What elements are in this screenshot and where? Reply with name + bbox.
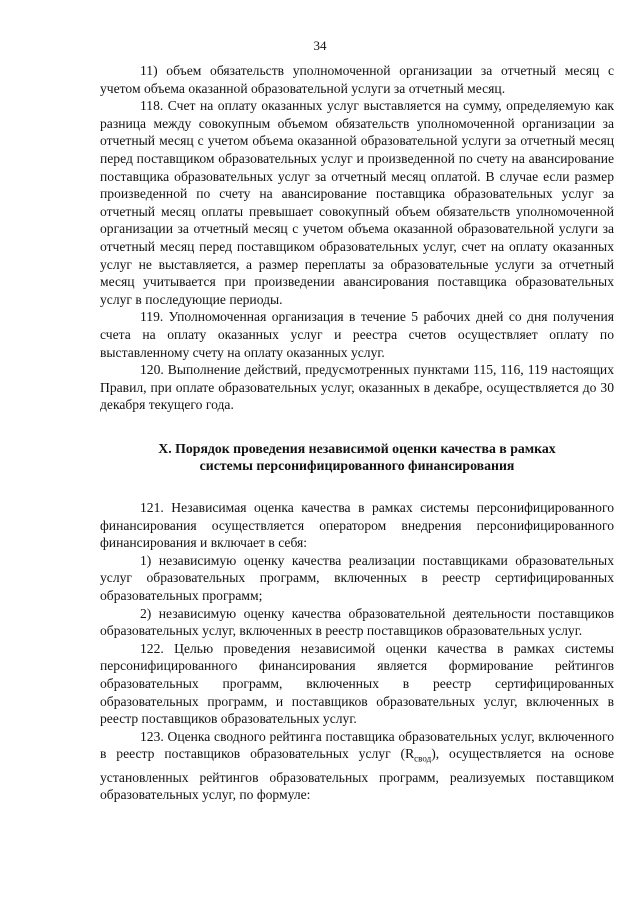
rating-symbol-subscript: свод [414, 754, 432, 765]
paragraph-123-text-start: 123. Оценка сводного рейтинга поставщика образовательных услуг, включенного в реестр поставщиков образовательных услуг ( [100, 728, 614, 762]
paragraph-item-11: 11) объем обязательств уполномоченной организации за отчетный месяц с учетом объема оказанной образовательной услуги за отчетный месяц. [100, 63, 614, 96]
paragraph-123 [100, 728, 614, 804]
page-number: 34 [313, 38, 327, 53]
rating-symbol: R [405, 746, 415, 762]
paragraph-120: 120. Выполнение действий, предусмотренных пунктами 115, 116, 119 настоящих Правил, при оплате образовательных услуг, оказанных в декабре, осуществляется до 30 декабря текущего года. [100, 362, 614, 413]
page-body [100, 62, 614, 804]
paragraph-118: 118. Счет на оплату оказанных услуг выставляется на сумму, определяемую как разница между совокупным объемом обязательств уполномоченной организации за отчетный месяц с учетом объема оказанной образовательной услуги за отчетный месяц перед поставщиком образовательных услуг и произведенной по счету на авансирование поставщика образовательных услуг за отчетный месяц оплатой. В случае если размер произведенной по счету на авансирование поставщика образовательных услуг за отчетный месяц оплаты превышает совокупный объем обязательств уполномоченной организации за отчетный месяц с учетом объема оказанной образовательной услуги за отчетный месяц перед поставщиком образовательных услуг, счет на оплату оказанных услуг не выставляется, а размер переплаты за образовательные услуги за отчетный месяц учитывается при произведении авансирования поставщика образовательных услуг в последующие периоды. [100, 98, 614, 307]
paragraph-121-item-2: 2) независимую оценку качества образовательной деятельности поставщиков образовательных услуг, включенных в реестр поставщиков образовательных услуг. [100, 605, 614, 639]
section-heading [100, 440, 614, 475]
section-heading-line-1: X. Порядок проведения независимой оценки качества в рамках [158, 440, 556, 456]
section-heading-line-2: системы персонифицированного финансирования [199, 458, 515, 474]
paragraph-119: 119. Уполномоченная организация в течение 5 рабочих дней со дня получения счета на оплату оказанных услуг и реестра счетов осуществляет оплату по выставленному счету на оплату оказанных услуг. [100, 309, 614, 360]
paragraph-122: 122. Целью проведения независимой оценки качества в рамках системы персонифицированного финансирования является формирование рейтингов образовательных программ, включенных в реестр сертифицированных образовательных программ, и поставщиков образовательных услуг, включенных в реестр поставщиков образовательных услуг. [100, 640, 614, 727]
paragraph-123-text-end: ), осуществляется на основе установленных рейтингов образовательных программ, реализуемых поставщиком образовательных услуг, по формуле: [100, 746, 614, 803]
paragraph-121-item-1: 1) независимую оценку качества реализации поставщиками образовательных услуг образовательных программ, включенных в реестр сертифицированных образовательных программ; [100, 552, 614, 604]
paragraph-121: 121. Независимая оценка качества в рамках системы персонифицированного финансирования осуществляется оператором внедрения персонифицированного финансирования и включает в себя: [100, 500, 614, 551]
